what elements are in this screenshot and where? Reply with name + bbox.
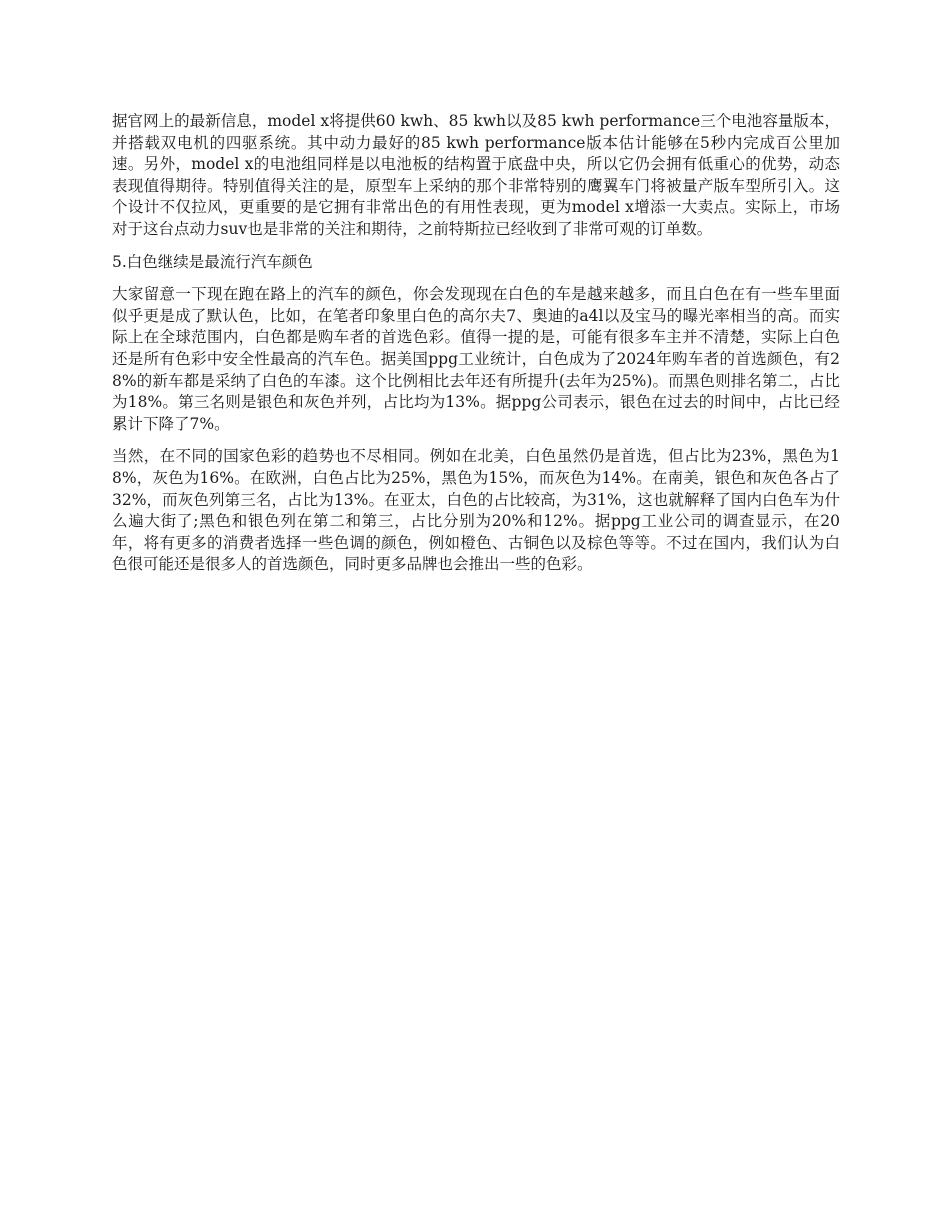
document-page: [112, 111, 840, 587]
paragraph-regional-trends: 当然，在不同的国家色彩的趋势也不尽相同。例如在北美，白色虽然仍是首选，但占比为23%，黑色为18%，灰色为16%。在欧洲，白色占比为25%，黑色为15%，而灰色为14%。在南美，银色和灰色各占了32%，而灰色列第三名，占比为13%。在亚太，白色的占比较高，为31%，这也就解释了国内白色车为什么遍大街了;黑色和银色列在第二和第三，占比分别为20%和12%。据ppg工业公司的调查显示，在20年，将有更多的消费者选择一些色调的颜色，例如橙色、古铜色以及棕色等等。不过在国内，我们认为白色很可能还是很多人的首选颜色，同时更多品牌也会推出一些的色彩。: [112, 447, 840, 574]
paragraph-model-x: 据官网上的最新信息，model x将提供60 kwh、85 kwh以及85 kwh performance三个电池容量版本，并搭载双电机的四驱系统。其中动力最好的85 kwh performance版本估计能够在5秒内完成百公里加速。另外，model x的电池组同样是以电池板的结构置于底盘中央，所以它仍会拥有低重心的优势，动态表现值得期待。特别值得关注的是，原型车上采纳的那个非常特别的鹰翼车门将被量产版车型所引入。这个设计不仅拉风，更重要的是它拥有非常出色的有用性表现，更为model x增添一大卖点。实际上，市场对于这台点动力suv也是非常的关注和期待，之前特斯拉已经收到了非常可观的订单数。: [112, 112, 840, 238]
section-heading: 5.白色继续是最流行汽车颜色: [112, 252, 313, 271]
paragraph-white-color: 大家留意一下现在跑在路上的汽车的颜色，你会发现现在白色的车是越来越多，而且白色在有一些车里面似乎更是成了默认色，比如，在笔者印象里白色的高尔夫7、奥迪的a4l以及宝马的曝光率相当的高。而实际上在全球范围内，白色都是购车者的首选色彩。值得一提的是，可能有很多车主并不清楚，实际上白色还是所有色彩中安全性最高的汽车色。据美国ppg工业统计，白色成为了2024年购车者的首选颜色，有28%的新车都是采纳了白色的车漆。这个比例相比去年还有所提升(去年为25%)。而黑色则排名第二，占比为18%。第三名则是银色和灰色并列，占比均为13%。据ppg公司表示，银色在过去的时间中，占比已经累计下降了7%。: [112, 285, 840, 433]
